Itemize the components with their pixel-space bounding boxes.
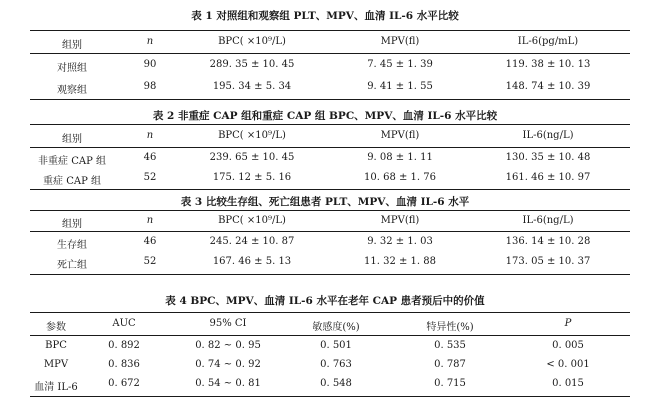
table4-header-specificity: 特异性(%)	[426, 322, 474, 333]
table1-top-rule	[30, 30, 630, 31]
table4-header-ci: 95% CI	[209, 318, 247, 329]
table2-header-mpv: MPV(fl)	[380, 130, 420, 141]
table2-header-n: n	[146, 130, 154, 141]
table2-cell-group: 重症 CAP 组	[43, 176, 101, 187]
table3-cell-bpc: 245. 24 ± 10. 87	[209, 236, 295, 247]
table2-header-bpc: BPC( ×10⁹/L)	[218, 130, 286, 141]
table4-top-rule	[30, 312, 630, 313]
table1-cell-il6: 148. 74 ± 10. 39	[505, 81, 591, 92]
table3-header-il6: IL-6(ng/L)	[522, 215, 574, 226]
table4-cell-specificity: 0. 787	[434, 359, 466, 370]
table4-cell-specificity: 0. 535	[434, 340, 466, 351]
table3-cell-n: 52	[143, 256, 157, 267]
table4-header-sensitivity: 敏感度(%)	[312, 322, 360, 333]
table1-cell-mpv: 7. 45 ± 1. 39	[367, 59, 433, 70]
table3-header-bpc: BPC( ×10⁹/L)	[218, 215, 286, 226]
table1-header-rule	[30, 53, 630, 54]
table4-cell-sensitivity: 0. 548	[320, 378, 352, 389]
table1-cell-mpv: 9. 41 ± 1. 55	[367, 81, 433, 92]
table3-cell-il6: 136. 14 ± 10. 28	[505, 236, 591, 247]
table3-header-rule	[30, 231, 630, 232]
table3-bottom-rule	[30, 274, 630, 275]
table1-bottom-rule	[30, 99, 630, 100]
table2-caption: 表 2 非重症 CAP 组和重症 CAP 组 BPC、MPV、血清 IL-6 水平比较	[152, 110, 498, 122]
table4-header-param: 参数	[46, 322, 66, 333]
table3-cell-group: 生存组	[57, 240, 87, 251]
table3-header-group: 组别	[62, 219, 82, 230]
table3-caption: 表 3 比较生存组、死亡组患者 PLT、MPV、血清 IL-6 水平	[180, 196, 470, 208]
table1-cell-bpc: 195. 34 ± 5. 34	[212, 81, 292, 92]
table2-cell-mpv: 10. 68 ± 1. 76	[364, 172, 436, 183]
table1-caption: 表 1 对照组和观察组 PLT、MPV、血清 IL-6 水平比较	[191, 10, 459, 22]
table3-cell-group: 死亡组	[57, 260, 87, 271]
table1-header-group: 组别	[62, 40, 82, 51]
table2-header-il6: IL-6(ng/L)	[522, 130, 574, 141]
table1-header-n: n	[146, 36, 154, 47]
table4-cell-p: 0. 005	[552, 340, 584, 351]
table1-header-bpc: BPC( ×10⁹/L)	[218, 36, 286, 47]
table4-bottom-rule	[30, 396, 630, 397]
table2-cell-il6: 130. 35 ± 10. 48	[505, 152, 591, 163]
table1-cell-group: 对照组	[57, 63, 87, 74]
table4-cell-ci: 0. 74 ~ 0. 92	[195, 359, 261, 370]
table1-cell-n: 90	[143, 59, 157, 70]
table1-header-il6: IL-6(pg/mL)	[517, 36, 579, 47]
table4-cell-auc: 0. 836	[108, 359, 140, 370]
table3-cell-il6: 173. 05 ± 10. 37	[505, 256, 591, 267]
table2-cell-n: 52	[143, 172, 157, 183]
table3-cell-mpv: 9. 32 ± 1. 03	[367, 236, 433, 247]
table3-cell-n: 46	[143, 236, 157, 247]
table2-header-group: 组别	[62, 134, 82, 145]
table4-cell-p: 0. 015	[552, 378, 584, 389]
table1-cell-n: 98	[143, 81, 157, 92]
table4-caption: 表 4 BPC、MPV、血清 IL-6 水平在老年 CAP 患者预后中的价值	[165, 295, 485, 307]
table2-cell-group: 非重症 CAP 组	[38, 156, 106, 167]
table1-cell-bpc: 289. 35 ± 10. 45	[209, 59, 295, 70]
table2-bottom-rule	[30, 189, 630, 190]
table4-header-auc: AUC	[112, 318, 136, 329]
table3-header-mpv: MPV(fl)	[380, 215, 420, 226]
table2-cell-mpv: 9. 08 ± 1. 11	[367, 152, 433, 163]
table4-cell-ci: 0. 54 ~ 0. 81	[195, 378, 261, 389]
table3-header-n: n	[146, 215, 154, 226]
table4-cell-ci: 0. 82 ~ 0. 95	[195, 340, 261, 351]
table4-cell-p: < 0. 001	[546, 359, 590, 370]
table1-cell-il6: 119. 38 ± 10. 13	[505, 59, 591, 70]
table4-cell-auc: 0. 892	[108, 340, 140, 351]
table1-cell-group: 观察组	[57, 85, 87, 96]
table4-cell-sensitivity: 0. 501	[320, 340, 352, 351]
table4-header-rule	[30, 335, 630, 336]
table4-cell-sensitivity: 0. 763	[320, 359, 352, 370]
table4-cell-auc: 0. 672	[108, 378, 140, 389]
table4-cell-specificity: 0. 715	[434, 378, 466, 389]
table3-cell-bpc: 167. 46 ± 5. 13	[212, 256, 292, 267]
table4-cell-param: BPC	[45, 340, 67, 351]
table3-cell-mpv: 11. 32 ± 1. 88	[364, 256, 436, 267]
table2-cell-bpc: 175. 12 ± 5. 16	[212, 172, 292, 183]
table4-cell-param: 血清 IL-6	[34, 382, 78, 393]
table4-header-p: P	[564, 318, 572, 329]
table2-cell-n: 46	[143, 152, 157, 163]
table3-top-rule	[30, 210, 630, 211]
table2-cell-il6: 161. 46 ± 10. 97	[505, 172, 591, 183]
table1-header-mpv: MPV(fl)	[380, 36, 420, 47]
table2-cell-bpc: 239. 65 ± 10. 45	[209, 152, 295, 163]
table2-header-rule	[30, 147, 630, 148]
table2-top-rule	[30, 124, 630, 125]
table4-cell-param: MPV	[43, 359, 69, 370]
